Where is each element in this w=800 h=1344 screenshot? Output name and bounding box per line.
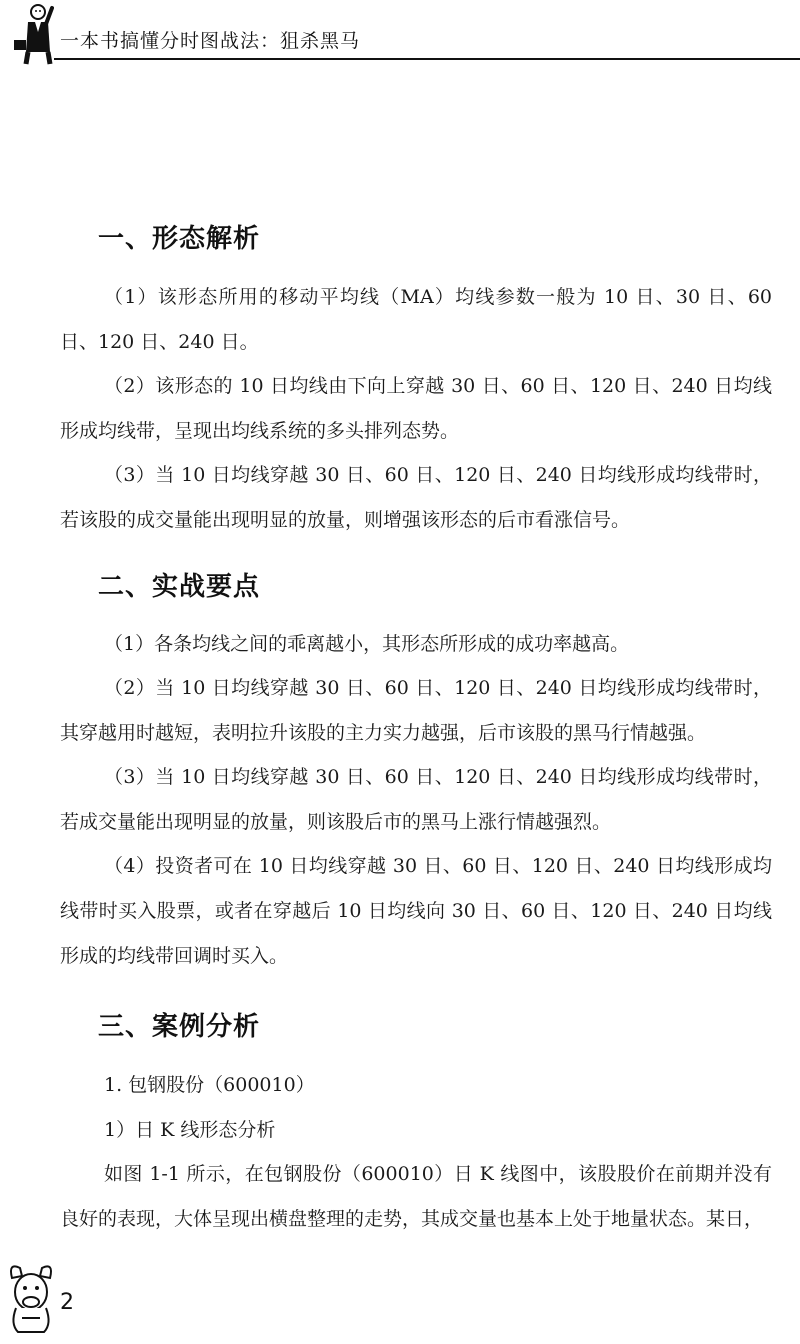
page-number: 2 bbox=[60, 1290, 74, 1315]
case-heading: 1. 包钢股份（600010） bbox=[104, 1074, 315, 1096]
section-title-2: 二、实战要点 bbox=[98, 572, 261, 602]
paragraph-2-4: （4）投资者可在 10 日均线穿越 30 日、60 日、120 日、240 日均线形成均线带时买入股票，或者在穿越后 10 日均线向 30 日、60 日、120 日、240 日均线形成的均线带回调时买入。 bbox=[60, 855, 772, 967]
bull-icon bbox=[4, 1258, 58, 1336]
header-title: 一本书搞懂分时图战法：狙杀黑马 bbox=[60, 30, 361, 52]
paragraph-1-2: （2）该形态的 10 日均线由下向上穿越 30 日、60 日、120 日、240 日均线形成均线带，呈现出均线系统的多头排列态势。 bbox=[60, 375, 772, 442]
paragraph-1-3: （3）当 10 日均线穿越 30 日、60 日、120 日、240 日均线形成均线带时，若该股的成交量能出现明显的放量，则增强该形态的后市看涨信号。 bbox=[60, 464, 772, 531]
case-subheading: 1）日 K 线形态分析 bbox=[104, 1119, 276, 1141]
section-title-3: 三、案例分析 bbox=[98, 1012, 261, 1042]
header-rule bbox=[54, 58, 800, 60]
page-header bbox=[0, 0, 800, 70]
paragraph-2-2: （2）当 10 日均线穿越 30 日、60 日、120 日、240 日均线形成均线带时，其穿越用时越短，表明拉升该股的主力实力越强，后市该股的黑马行情越强。 bbox=[60, 677, 772, 744]
paragraph-2-3: （3）当 10 日均线穿越 30 日、60 日、120 日、240 日均线形成均线带时，若成交量能出现明显的放量，则该股后市的黑马上涨行情越强烈。 bbox=[60, 766, 772, 833]
businessman-icon bbox=[8, 2, 54, 66]
paragraph-1-1: （1）该形态所用的移动平均线（MA）均线参数一般为 10 日、30 日、60 日、120 日、240 日。 bbox=[60, 286, 772, 353]
paragraph-3-1: 如图 1-1 所示，在包钢股份（600010）日 K 线图中，该股股价在前期并没有良好的表现，大体呈现出横盘整理的走势，其成交量也基本上处于地量状态。某日， bbox=[60, 1163, 772, 1230]
paragraph-2-1: （1）各条均线之间的乖离越小，其形态所形成的成功率越高。 bbox=[104, 633, 630, 655]
section-title-1: 一、形态解析 bbox=[98, 224, 261, 254]
